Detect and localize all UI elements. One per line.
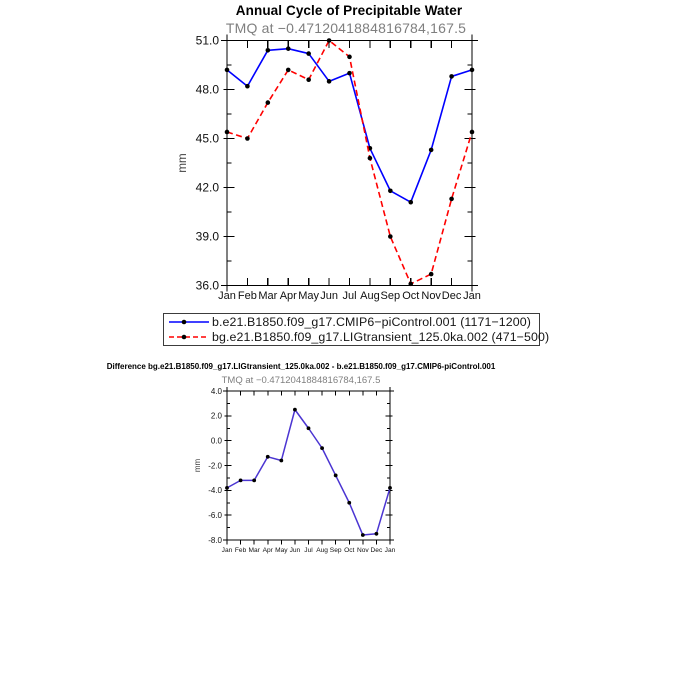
svg-text:Jun: Jun	[289, 547, 301, 554]
svg-text:-2.0: -2.0	[208, 461, 222, 471]
svg-text:Feb: Feb	[237, 290, 257, 302]
svg-text:May: May	[275, 547, 288, 554]
svg-text:45.0: 45.0	[195, 131, 219, 146]
difference-chart-subtitle: TMQ at −0.4712041884816784,167.5	[221, 375, 381, 386]
svg-text:May: May	[298, 290, 320, 302]
y-axis-title: mm	[193, 458, 202, 473]
annual-cycle-chart	[177, 34, 481, 302]
svg-text:Jan: Jan	[463, 290, 481, 302]
frame	[223, 387, 394, 544]
svg-text:48.0: 48.0	[195, 82, 219, 97]
legend-label-piControl: b.e21.B1850.f09_g17.CMIP6−piControl.001 (1171−1200)	[212, 315, 531, 329]
svg-text:Nov: Nov	[356, 547, 369, 554]
difference-chart-title: Difference bg.e21.B1850.f09_g17.LIGtransient_125.0ka.002 - b.e21.B1850.f09_g17.CMIP6-piControl.001	[106, 362, 496, 371]
svg-text:Oct: Oct	[402, 290, 420, 302]
legend-sample-piControl-line	[168, 317, 210, 327]
svg-text:4.0: 4.0	[210, 386, 222, 396]
legend-row-LIGtransient	[168, 330, 550, 345]
svg-text:36.0: 36.0	[195, 278, 219, 293]
annual-cycle-chart-series-0	[225, 46, 475, 204]
page-subtitle: TMQ at −0.4712041884816784,167.5	[225, 20, 467, 36]
svg-text:Jul: Jul	[342, 290, 357, 302]
svg-text:Feb: Feb	[234, 547, 247, 554]
svg-text:-4.0: -4.0	[208, 486, 222, 496]
svg-text:-6.0: -6.0	[208, 510, 222, 520]
y-axis-title: mm	[177, 153, 189, 173]
legend-sample-LIGtransient-line	[168, 332, 210, 342]
svg-text:Oct: Oct	[344, 547, 355, 554]
y-axis-labels	[196, 34, 220, 293]
svg-text:0.0: 0.0	[210, 436, 222, 446]
svg-text:Aug: Aug	[316, 547, 328, 554]
svg-text:Jan: Jan	[384, 547, 396, 554]
legend-label-LIGtransient: bg.e21.B1850.f09_g17.LIGtransient_125.0ka.002 (471−500)	[212, 330, 550, 344]
svg-text:Jul: Jul	[304, 547, 313, 554]
svg-text:Sep: Sep	[329, 547, 342, 554]
svg-text:Jan: Jan	[221, 547, 233, 554]
svg-text:Nov: Nov	[421, 290, 441, 302]
svg-text:51.0: 51.0	[195, 33, 219, 48]
svg-text:-8.0: -8.0	[208, 535, 222, 545]
svg-text:Jun: Jun	[320, 290, 338, 302]
svg-text:42.0: 42.0	[195, 180, 219, 195]
svg-text:Sep: Sep	[380, 290, 401, 302]
page-title: Annual Cycle of Precipitable Water	[235, 3, 463, 18]
svg-text:Dec: Dec	[370, 547, 383, 554]
svg-text:39.0: 39.0	[195, 229, 219, 244]
legend-row-piControl	[168, 315, 539, 330]
svg-text:Apr: Apr	[262, 547, 273, 554]
svg-text:Mar: Mar	[248, 547, 260, 554]
difference-chart-series-0	[225, 408, 392, 537]
y-axis-labels	[208, 387, 222, 545]
x-axis-labels	[218, 290, 481, 302]
svg-text:Apr: Apr	[279, 290, 297, 302]
ticks	[225, 391, 393, 545]
svg-text:Aug: Aug	[360, 290, 380, 302]
svg-text:Mar: Mar	[258, 290, 278, 302]
svg-text:Jan: Jan	[218, 290, 236, 302]
svg-text:Dec: Dec	[441, 290, 462, 302]
difference-chart	[193, 387, 396, 554]
legend	[163, 313, 550, 346]
svg-text:2.0: 2.0	[210, 411, 222, 421]
x-axis-labels	[222, 547, 396, 554]
